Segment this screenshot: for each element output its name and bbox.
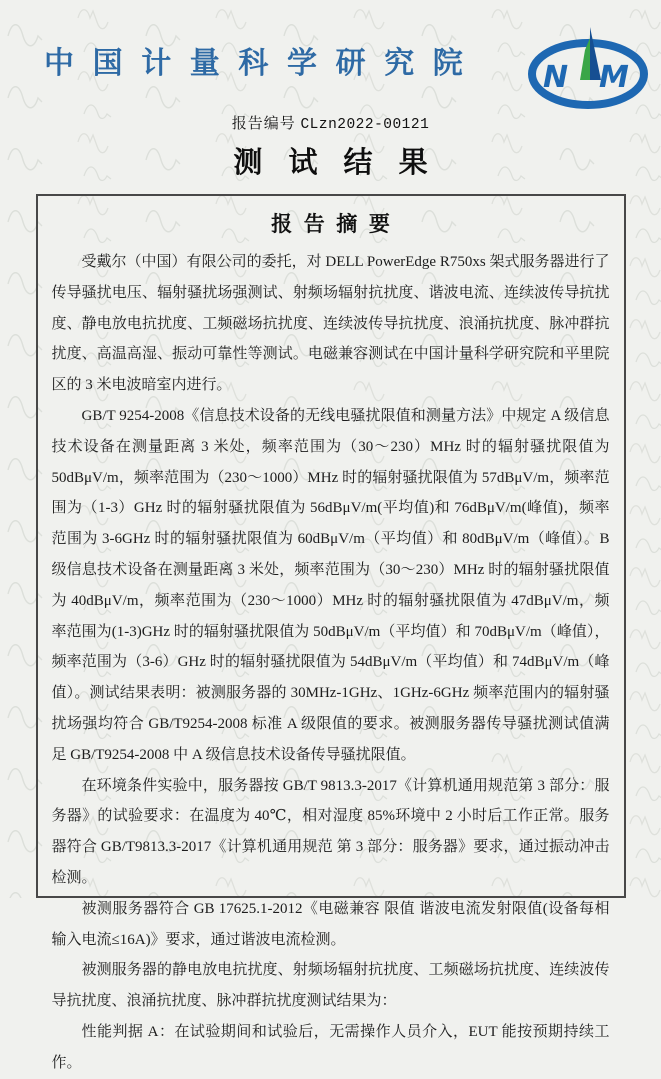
nim-logo-icon <box>527 24 649 110</box>
org-name: 中国计量科学研究院 <box>44 47 482 80</box>
summary-paragraph-environment-test: 在环境条件实验中，服务器按 GB/T 9813.3-2017《计算机通用规范第 3 部分：服务器》的试验要求：在温度为 40℃，相对湿度 85%环境中 2 小时后工作正常。服务器符合 GB/T9813.3-2017《计算机通用规范 第 3 部分：服务器》要求，通过振动冲击检测。 <box>51 777 610 886</box>
summary-paragraph-emission-limits: GB/T 9254-2008《信息技术设备的无线电骚扰限值和测量方法》中规定 A 级信息技术设备在测量距离 3 米处，频率范围为（30～230）MHz 时的辐射骚扰限值为 50dBμV/m，频率范围为（230～1000）MHz 时的辐射骚扰限值为 57dBμV/m，频率范围为（1-3）GHz 时的辐射骚扰限值为 56dBμV/m(平均值)和 76dBμV/m(峰值)，频率范围为 3-6GHz 时的辐射骚扰限值为 60dBμV/m（平均值）和 80dBμV/m（峰值）。B 级信息技术设备在测量距离 3 米处，频率范围为（30～230）MHz 时的辐射骚扰限值为 40dBμV/m，频率范围为（230～1000）MHz 时的辐射骚扰限值为 47dBμV/m，频率范围为(1-3)GHz 时的辐射骚扰限值为 50dBμV/m（平均值）和 70dBμV/m（峰值），频率范围为（3-6）GHz 时的辐射骚扰限值为 54dBμV/m（平均值）和 74dBμV/m（峰值）。测试结果表明：被测服务器的 30MHz-1GHz、1GHz-6GHz 频率范围内的辐射骚扰场强均符合 GB/T9254-2008 标准 A 级限值的要求。被测服务器传导骚扰测试值满足 GB/T9254-2008 中 A 级信息技术设备传导骚扰限值。 <box>51 407 610 763</box>
summary-paragraph-commission: 受戴尔（中国）有限公司的委托，对 DELL PowerEdge R750xs 架式服务器进行了传导骚扰电压、辐射骚扰场强测试、射频场辐射抗扰度、谐波电流、连续波传导抗扰度、静电放电抗扰度、工频磁场抗扰度、连续波传导抗扰度、浪涌抗扰度、脉冲群抗扰度、高温高湿、振动可靠性等测试。电磁兼容测试在中国计量科学研究院和平里院区的 3 米电波暗室内进行。 <box>51 254 610 394</box>
letterhead <box>0 0 661 110</box>
report-number-line <box>0 112 661 133</box>
summary-paragraph-harmonic-current: 被测服务器符合 GB 17625.1-2012《电磁兼容 限值 谐波电流发射限值(设备每相输入电流≤16A)》要求，通过谐波电流检测。 <box>51 900 610 948</box>
summary-paragraph-performance-criteria: 性能判据 A：在试验期间和试验后，无需操作人员介入，EUT 能按预期持续工作。 <box>51 1023 610 1071</box>
summary-body <box>52 247 610 1079</box>
summary-box <box>36 194 626 1071</box>
summary-heading: 报告摘要 <box>271 212 402 236</box>
summary-paragraph-immunity-results: 被测服务器的静电放电抗扰度、射频场辐射抗扰度、工频磁场抗扰度、连续波传导抗扰度、浪涌抗扰度、脉冲群抗扰度测试结果为： <box>51 962 610 1010</box>
report-number-value: CLzn2022-00121 <box>300 117 430 133</box>
logo-letter-m: M <box>599 60 629 95</box>
document-title: 测试结果 <box>233 147 454 179</box>
report-number-label: 报告编号 <box>231 116 296 132</box>
logo-letter-n: N <box>543 60 569 95</box>
